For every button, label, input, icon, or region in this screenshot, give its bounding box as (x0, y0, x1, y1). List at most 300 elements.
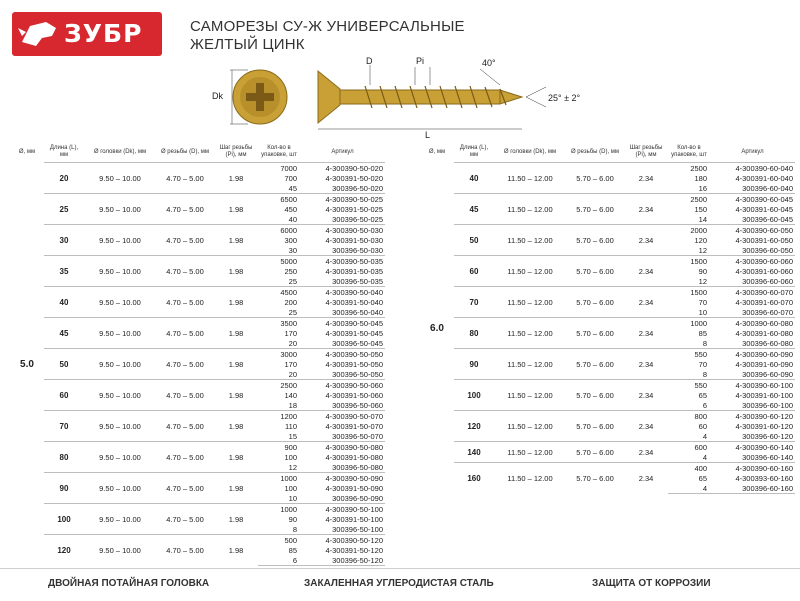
article-cell: 300396-50-120 (300, 555, 385, 566)
thread-diameter-cell: 4.70 – 5.00 (156, 380, 214, 411)
label-dk: Dk (212, 91, 223, 101)
head-diameter-cell: 11.50 – 12.00 (494, 163, 566, 194)
label-angle-head: 25° ± 2° (548, 93, 581, 103)
quantity-cell: 4 (702, 452, 707, 462)
table-row (420, 163, 795, 174)
quantity-cell: 45 (288, 183, 297, 193)
title-line-1: САМОРЕЗЫ СУ-Ж УНИВЕРСАЛЬНЫЕ (190, 18, 465, 35)
article-cell: 4-300390-50-025 (300, 194, 385, 205)
length-cell: 140 (454, 442, 494, 463)
article-cell: 300396-60-050 (742, 245, 793, 255)
quantity-cell: 10 (288, 493, 297, 503)
table-row (420, 411, 795, 422)
thread-diameter-cell: 4.70 – 5.00 (156, 318, 214, 349)
article-cell: 4-300391-50-080 (325, 452, 383, 462)
thread-pitch-cell: 1.98 (214, 473, 258, 504)
thread-pitch-cell: 1.98 (214, 380, 258, 411)
table-row (420, 194, 795, 205)
quantity-cell: 6500 (258, 194, 300, 205)
article-cell: 4-300390-50-070 (300, 411, 385, 422)
thread-pitch-cell: 1.98 (214, 318, 258, 349)
length-cell: 40 (44, 287, 84, 318)
article-cell: 4-300391-50-070 (325, 421, 383, 431)
thread-diameter-cell: 4.70 – 5.00 (156, 504, 214, 535)
quantity-cell: 900 (258, 442, 300, 453)
quantity-cell: 4 (702, 431, 707, 441)
thread-pitch-cell: 1.98 (214, 287, 258, 318)
article-cell: 300396-50-060 (332, 400, 383, 410)
head-diameter-cell: 11.50 – 12.00 (494, 349, 566, 380)
column-header: Ø головки (Dk), мм (93, 148, 147, 155)
quantity-cell: 500 (258, 535, 300, 546)
column-header: Ø резьбы (D), мм (570, 148, 620, 155)
head-diameter-cell: 11.50 – 12.00 (494, 442, 566, 463)
length-cell: 40 (454, 163, 494, 194)
thread-diameter-cell: 5.70 – 6.00 (566, 380, 624, 411)
article-cell: 300396-60-070 (742, 307, 793, 317)
article-cell: 4-300390-50-020 (300, 163, 385, 174)
head-diameter-cell: 11.50 – 12.00 (494, 411, 566, 442)
article-cell: 300396-60-120 (742, 431, 793, 441)
thread-pitch-cell: 2.34 (624, 318, 668, 349)
article-cell: 4-300391-60-120 (735, 421, 793, 431)
thread-diameter-cell: 4.70 – 5.00 (156, 225, 214, 256)
article-cell: 4-300391-60-100 (735, 390, 793, 400)
footer-bar (0, 568, 800, 601)
head-diameter-cell: 9.50 – 10.00 (84, 256, 156, 287)
quantity-cell: 1000 (258, 473, 300, 484)
thread-pitch-cell: 1.98 (214, 256, 258, 287)
table-row (10, 411, 385, 422)
length-cell: 100 (454, 380, 494, 411)
screw-diagram (200, 55, 600, 140)
quantity-cell: 1200 (258, 411, 300, 422)
length-cell: 80 (454, 318, 494, 349)
thread-diameter-cell: 5.70 – 6.00 (566, 287, 624, 318)
quantity-cell: 4 (668, 483, 710, 494)
head-diameter-cell: 11.50 – 12.00 (494, 463, 566, 494)
thread-pitch-cell: 1.98 (214, 411, 258, 442)
quantity-cell: 8 (292, 524, 297, 534)
quantity-cell: 16 (698, 183, 707, 193)
thread-diameter-cell: 4.70 – 5.00 (156, 473, 214, 504)
article-cell: 4-300390-60-070 (710, 287, 795, 298)
quantity-cell: 200 (284, 297, 297, 307)
article-cell: 300396-50-030 (332, 245, 383, 255)
article-cell: 4-300390-50-120 (300, 535, 385, 546)
column-header: Артикул (741, 148, 764, 155)
thread-pitch-cell: 2.34 (624, 442, 668, 463)
article-cell: 4-300390-60-045 (710, 194, 795, 205)
head-diameter-cell: 11.50 – 12.00 (494, 318, 566, 349)
quantity-cell: 1000 (258, 504, 300, 515)
quantity-cell: 100 (284, 483, 297, 493)
footer-feature-2: ЗАКАЛЕННАЯ УГЛЕРОДИСТАЯ СТАЛЬ (304, 578, 494, 589)
quantity-cell: 300 (284, 235, 297, 245)
table-row (10, 318, 385, 329)
thread-diameter-cell: 5.70 – 6.00 (566, 225, 624, 256)
thread-pitch-cell: 2.34 (624, 349, 668, 380)
quantity-cell: 4500 (258, 287, 300, 298)
bison-icon (12, 12, 64, 56)
length-cell: 35 (44, 256, 84, 287)
quantity-cell: 14 (698, 214, 707, 224)
article-cell: 4-300390-60-050 (710, 225, 795, 236)
head-diameter-cell: 9.50 – 10.00 (84, 442, 156, 473)
quantity-cell: 120 (694, 235, 707, 245)
article-cell: 300396-50-080 (332, 462, 383, 472)
quantity-cell: 450 (284, 204, 297, 214)
length-cell: 60 (44, 380, 84, 411)
thread-diameter-cell: 4.70 – 5.00 (156, 256, 214, 287)
article-cell: 4-300390-50-030 (300, 225, 385, 236)
length-cell: 50 (454, 225, 494, 256)
table-row (10, 194, 385, 205)
table-row (10, 163, 385, 174)
article-cell: 4-300391-60-050 (735, 235, 793, 245)
screw-shank-icon (340, 90, 500, 104)
table-row (420, 287, 795, 298)
length-cell: 80 (44, 442, 84, 473)
quantity-cell: 6000 (258, 225, 300, 236)
length-cell: 70 (454, 287, 494, 318)
thread-pitch-cell: 2.34 (624, 163, 668, 194)
quantity-cell: 6 (258, 555, 300, 566)
column-header: Ø головки (Dk), мм (503, 148, 557, 155)
article-cell: 4-300391-50-030 (325, 235, 383, 245)
thread-pitch-cell: 2.34 (624, 463, 668, 494)
column-header: Кол-во в упаковке, шт (671, 145, 707, 158)
thread-pitch-cell: 1.98 (214, 442, 258, 473)
spec-table-6mm (420, 142, 795, 494)
length-cell: 45 (44, 318, 84, 349)
quantity-cell: 65 (698, 390, 707, 400)
table-row (420, 380, 795, 391)
article-cell: 300396-50-040 (332, 307, 383, 317)
screw-head-side-icon (318, 71, 340, 123)
quantity-cell: 18 (288, 400, 297, 410)
article-cell: 4-300391-50-100 (325, 514, 383, 524)
article-cell: 4-300391-50-035 (325, 266, 383, 276)
article-cell: 300396-50-090 (332, 493, 383, 503)
article-cell: 300396-50-045 (332, 338, 383, 348)
thread-diameter-cell: 4.70 – 5.00 (156, 535, 214, 566)
page-title (190, 18, 465, 54)
article-cell: 300396-50-100 (332, 524, 383, 534)
article-cell: 4-300391-50-025 (325, 204, 383, 214)
column-header: Ø, мм (18, 148, 36, 155)
length-cell: 60 (454, 256, 494, 287)
thread-diameter-cell: 4.70 – 5.00 (156, 442, 214, 473)
article-cell: 4-300391-50-020 (325, 173, 383, 183)
table-row (420, 442, 795, 453)
length-cell: 120 (454, 411, 494, 442)
quantity-cell: 2500 (258, 380, 300, 391)
quantity-cell: 70 (698, 359, 707, 369)
article-cell: 4-300390-50-080 (300, 442, 385, 453)
thread-pitch-cell: 2.34 (624, 380, 668, 411)
article-cell: 4-300391-60-090 (735, 359, 793, 369)
label-angle-tip: 40° (482, 58, 496, 68)
thread-pitch-cell: 1.98 (214, 163, 258, 194)
table-row (420, 463, 795, 474)
length-cell: 90 (44, 473, 84, 504)
head-diameter-cell: 9.50 – 10.00 (84, 380, 156, 411)
length-cell: 120 (44, 535, 84, 566)
article-cell: 4-300391-50-050 (325, 359, 383, 369)
article-cell: 4-300391-50-040 (325, 297, 383, 307)
head-diameter-cell: 9.50 – 10.00 (84, 535, 156, 566)
column-header: Шаг резьбы (Pi), мм (219, 145, 253, 158)
quantity-cell: 170 (284, 328, 297, 338)
thread-pitch-cell: 1.98 (214, 535, 258, 566)
quantity-cell: 15 (288, 431, 297, 441)
table-row (10, 225, 385, 236)
article-cell: 4-300390-60-040 (710, 163, 795, 174)
quantity-cell: 6 (702, 400, 707, 410)
title-line-2: ЖЕЛТЫЙ ЦИНК (190, 36, 305, 53)
article-cell: 300396-50-050 (332, 369, 383, 379)
footer-feature-1: ДВОЙНАЯ ПОТАЙНАЯ ГОЛОВКА (48, 578, 210, 589)
table-row (420, 349, 795, 360)
quantity-cell: 250 (284, 266, 297, 276)
quantity-cell: 7000 (258, 163, 300, 174)
head-diameter-cell: 9.50 – 10.00 (84, 287, 156, 318)
article-cell: 300396-50-025 (332, 214, 383, 224)
table-row (10, 504, 385, 515)
thread-diameter-cell: 5.70 – 6.00 (566, 411, 624, 442)
table-row (420, 318, 795, 329)
quantity-cell: 700 (284, 173, 297, 183)
length-cell: 70 (44, 411, 84, 442)
quantity-cell: 10 (698, 307, 707, 317)
quantity-cell: 2500 (668, 163, 710, 174)
head-diameter-cell: 9.50 – 10.00 (84, 504, 156, 535)
length-cell: 90 (454, 349, 494, 380)
quantity-cell: 2000 (668, 225, 710, 236)
article-cell: 300396-60-090 (742, 369, 793, 379)
column-header: Ø, мм (428, 148, 446, 155)
thread-pitch-cell: 2.34 (624, 287, 668, 318)
article-cell: 4-300391-50-045 (325, 328, 383, 338)
diameter-cell: 5.0 (20, 358, 34, 370)
head-diameter-cell: 9.50 – 10.00 (84, 163, 156, 194)
brand-logo-text: ЗУБР (64, 19, 143, 48)
table-row (10, 535, 385, 546)
thread-diameter-cell: 4.70 – 5.00 (156, 194, 214, 225)
article-cell: 4-300390-50-060 (300, 380, 385, 391)
quantity-cell: 8 (702, 369, 707, 379)
article-cell: 4-300390-60-120 (710, 411, 795, 422)
thread-diameter-cell: 5.70 – 6.00 (566, 318, 624, 349)
thread-pitch-cell: 1.98 (214, 194, 258, 225)
table-row (10, 380, 385, 391)
article-cell: 4-300391-60-040 (735, 173, 793, 183)
quantity-cell: 40 (288, 214, 297, 224)
quantity-cell: 1500 (668, 256, 710, 267)
quantity-cell: 170 (284, 359, 297, 369)
table-row (10, 349, 385, 360)
label-pi: Pi (416, 56, 425, 66)
article-cell: 300396-60-060 (742, 276, 793, 286)
head-diameter-cell: 11.50 – 12.00 (494, 194, 566, 225)
quantity-cell: 110 (285, 421, 297, 431)
article-cell: 300396-50-020 (332, 183, 383, 193)
table-row (10, 256, 385, 267)
quantity-cell: 20 (288, 338, 297, 348)
quantity-cell: 1500 (668, 287, 710, 298)
article-cell: 4-300390-60-080 (710, 318, 795, 329)
head-diameter-cell: 9.50 – 10.00 (84, 225, 156, 256)
quantity-cell: 150 (694, 204, 707, 214)
article-cell: 4-300390-60-160 (710, 463, 795, 474)
quantity-cell: 12 (698, 276, 707, 286)
article-cell: 4-300390-50-090 (300, 473, 385, 484)
thread-diameter-cell: 4.70 – 5.00 (156, 349, 214, 380)
head-diameter-cell: 11.50 – 12.00 (494, 287, 566, 318)
length-cell: 30 (44, 225, 84, 256)
quantity-cell: 400 (668, 463, 710, 474)
length-cell: 160 (454, 463, 494, 494)
length-cell: 25 (44, 194, 84, 225)
article-cell: 4-300390-50-035 (300, 256, 385, 267)
article-cell: 4-300391-50-120 (325, 545, 383, 555)
head-diameter-cell: 11.50 – 12.00 (494, 256, 566, 287)
quantity-cell: 20 (288, 369, 297, 379)
article-cell: 300396-60-040 (742, 183, 793, 193)
brand-logo (12, 12, 162, 56)
length-cell: 50 (44, 349, 84, 380)
column-header: Кол-во в упаковке, шт (261, 145, 297, 158)
thread-diameter-cell: 4.70 – 5.00 (156, 411, 214, 442)
quantity-cell: 60 (698, 421, 707, 431)
quantity-cell: 3500 (258, 318, 300, 329)
length-cell: 20 (44, 163, 84, 194)
thread-diameter-cell: 4.70 – 5.00 (156, 287, 214, 318)
head-diameter-cell: 9.50 – 10.00 (84, 411, 156, 442)
article-cell: 4-300390-50-100 (300, 504, 385, 515)
article-cell: 300396-60-080 (742, 338, 793, 348)
thread-diameter-cell: 5.70 – 6.00 (566, 463, 624, 494)
column-header: Ø резьбы (D), мм (160, 148, 210, 155)
article-cell: 4-300390-60-140 (710, 442, 795, 453)
quantity-cell: 800 (668, 411, 710, 422)
quantity-cell: 550 (668, 380, 710, 391)
column-header: Длина (L), мм (49, 145, 79, 158)
column-header: Шаг резьбы (Pi), мм (629, 145, 663, 158)
article-cell: 4-300391-60-080 (735, 328, 793, 338)
quantity-cell: 2500 (668, 194, 710, 205)
quantity-cell: 85 (288, 545, 297, 555)
quantity-cell: 25 (288, 276, 297, 286)
table-row (420, 225, 795, 236)
quantity-cell: 90 (288, 514, 297, 524)
quantity-cell: 90 (698, 266, 707, 276)
article-cell: 300396-60-100 (742, 400, 793, 410)
length-cell: 45 (454, 194, 494, 225)
article-cell: 4-300390-60-060 (710, 256, 795, 267)
head-diameter-cell: 9.50 – 10.00 (84, 473, 156, 504)
head-diameter-cell: 9.50 – 10.00 (84, 194, 156, 225)
footer-feature-3: ЗАЩИТА ОТ КОРРОЗИИ (592, 578, 711, 589)
label-d: D (366, 56, 373, 66)
table-row (10, 473, 385, 484)
article-cell: 300396-50-035 (332, 276, 383, 286)
article-cell: 300396-60-045 (742, 214, 793, 224)
head-diameter-cell: 9.50 – 10.00 (84, 318, 156, 349)
quantity-cell: 140 (284, 390, 297, 400)
quantity-cell: 70 (698, 297, 707, 307)
thread-pitch-cell: 1.98 (214, 349, 258, 380)
quantity-cell: 25 (288, 307, 297, 317)
thread-diameter-cell: 5.70 – 6.00 (566, 163, 624, 194)
article-cell: 4-300391-60-070 (735, 297, 793, 307)
quantity-cell: 85 (698, 328, 707, 338)
table-row (10, 287, 385, 298)
quantity-cell: 12 (288, 462, 297, 472)
thread-pitch-cell: 1.98 (214, 504, 258, 535)
length-cell: 100 (44, 504, 84, 535)
column-header: Артикул (331, 148, 354, 155)
article-cell: 4-300391-60-060 (735, 266, 793, 276)
table-row (10, 442, 385, 453)
article-cell: 4-300390-60-090 (710, 349, 795, 360)
quantity-cell: 3000 (258, 349, 300, 360)
thread-diameter-cell: 5.70 – 6.00 (566, 349, 624, 380)
quantity-cell: 550 (668, 349, 710, 360)
table-header-row (420, 142, 795, 163)
article-cell: 4-300391-50-060 (325, 390, 383, 400)
thread-diameter-cell: 5.70 – 6.00 (566, 442, 624, 463)
article-cell: 4-300393-60-160 (735, 473, 793, 483)
thread-pitch-cell: 1.98 (214, 225, 258, 256)
article-cell: 300396-50-070 (332, 431, 383, 441)
article-cell: 4-300390-50-050 (300, 349, 385, 360)
table-header-row (10, 142, 385, 163)
head-diameter-cell: 9.50 – 10.00 (84, 349, 156, 380)
quantity-cell: 5000 (258, 256, 300, 267)
table-row (420, 256, 795, 267)
quantity-cell: 600 (668, 442, 710, 453)
quantity-cell: 30 (288, 245, 297, 255)
thread-pitch-cell: 2.34 (624, 194, 668, 225)
article-cell: 300396-60-160 (710, 483, 795, 494)
thread-diameter-cell: 4.70 – 5.00 (156, 163, 214, 194)
thread-diameter-cell: 5.70 – 6.00 (566, 256, 624, 287)
thread-diameter-cell: 5.70 – 6.00 (566, 194, 624, 225)
spec-table-5mm (10, 142, 385, 566)
quantity-cell: 1000 (668, 318, 710, 329)
head-diameter-cell: 11.50 – 12.00 (494, 225, 566, 256)
article-cell: 4-300390-50-040 (300, 287, 385, 298)
thread-pitch-cell: 2.34 (624, 225, 668, 256)
label-l: L (425, 130, 431, 140)
thread-pitch-cell: 2.34 (624, 256, 668, 287)
quantity-cell: 12 (698, 245, 707, 255)
article-cell: 4-300390-50-045 (300, 318, 385, 329)
thread-pitch-cell: 2.34 (624, 411, 668, 442)
article-cell: 300396-60-140 (742, 452, 793, 462)
quantity-cell: 65 (698, 473, 707, 483)
diameter-cell: 6.0 (430, 322, 444, 334)
head-diameter-cell: 11.50 – 12.00 (494, 380, 566, 411)
article-cell: 4-300390-60-100 (710, 380, 795, 391)
quantity-cell: 100 (284, 452, 297, 462)
column-header: Длина (L), мм (459, 145, 489, 158)
article-cell: 4-300391-60-045 (735, 204, 793, 214)
article-cell: 4-300391-50-090 (325, 483, 383, 493)
quantity-cell: 8 (702, 338, 707, 348)
